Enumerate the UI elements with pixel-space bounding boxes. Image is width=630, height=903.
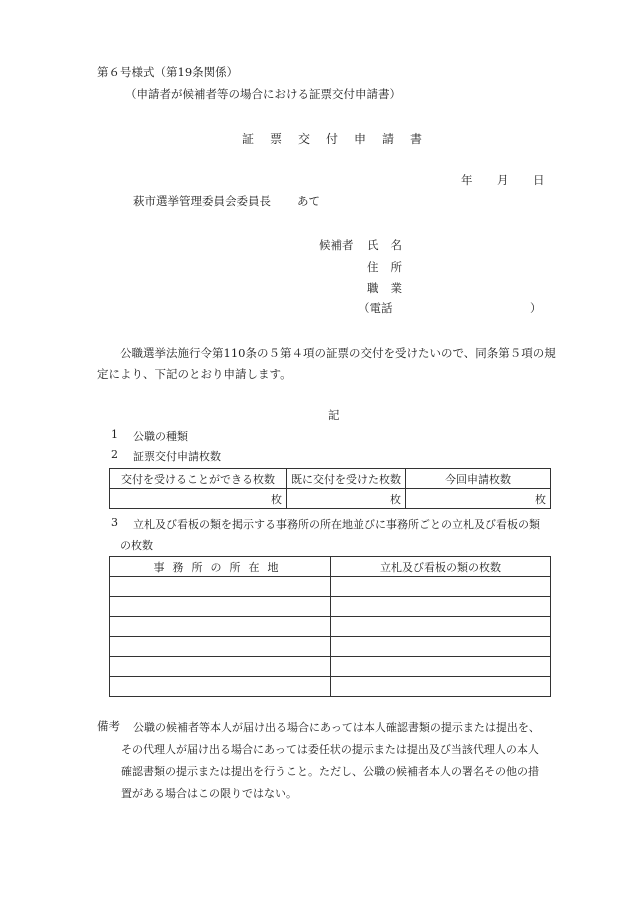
count-table [109, 468, 551, 509]
count-requested-value[interactable] [406, 489, 551, 509]
item-1-text: 公職の種類 [133, 430, 188, 443]
remarks-line2: その代理人が届け出る場合にあっては委任状の提示または提出及び当該代理人の本人 [121, 743, 539, 756]
count-table-value-row [110, 489, 551, 509]
unit-label: 枚 [271, 492, 282, 506]
item-2-text: 証票交付申請枚数 [133, 450, 221, 463]
office-table-row [110, 637, 551, 657]
office-location-cell[interactable] [110, 637, 331, 657]
remarks-line1: 公職の候補者等本人が届け出る場合にあっては本人確認書類の提示または提出を、 [133, 721, 540, 734]
item-3-text-line2: の枚数 [120, 539, 153, 552]
addressee-suffix: あて [297, 194, 320, 208]
body-text-line1: 公職選挙法施行令第110条の５第４項の証票の交付を受けたいので、同条第５項の規 [120, 346, 556, 360]
office-table-row [110, 677, 551, 697]
item-3-text-line1: 立札及び看板の類を掲示する事務所の所在地並びに事務所ごとの立札及び看板の類 [133, 518, 540, 531]
office-location-cell[interactable] [110, 657, 331, 677]
office-count-cell[interactable] [331, 617, 551, 637]
office-header-location: 事務所の所在地 [110, 557, 331, 577]
office-table-header-row [110, 557, 551, 577]
applicant-name-label: 氏名 [367, 238, 414, 252]
count-eligible-value[interactable] [110, 489, 287, 509]
count-header-requested: 今回申請枚数 [406, 469, 551, 489]
office-location-cell[interactable] [110, 577, 331, 597]
applicant-label: 候補者 [319, 238, 354, 252]
applicant-address-label: 住所 [367, 260, 414, 274]
remarks-label: 備考 [97, 719, 120, 733]
page-title: 証票交付申請書 [242, 132, 439, 146]
item-2-number: 2 [111, 448, 118, 461]
ki-heading: 記 [328, 408, 340, 422]
count-header-received: 既に交付を受けた枚数 [287, 469, 406, 489]
date-year-label: 年 [461, 173, 473, 187]
unit-label: 枚 [390, 492, 401, 506]
remarks-line3: 確認書類の提示または提出を行うこと。ただし、公職の候補者本人の署名その他の措 [121, 765, 539, 778]
office-count-cell[interactable] [331, 577, 551, 597]
remarks-line4: 置がある場合はこの限りではない。 [121, 787, 297, 800]
office-count-cell[interactable] [331, 637, 551, 657]
addressee-name: 萩市選挙管理委員会委員長 [133, 194, 271, 208]
office-table-row [110, 577, 551, 597]
form-subtitle: （申請者が候補者等の場合における証票交付申請書） [125, 87, 401, 101]
office-table [109, 556, 551, 697]
office-table-row [110, 617, 551, 637]
date-month-label: 月 [497, 173, 509, 187]
body-text-line2: 定により、下記のとおり申請します。 [97, 367, 292, 381]
office-count-cell[interactable] [331, 657, 551, 677]
office-count-cell[interactable] [331, 597, 551, 617]
office-count-cell[interactable] [331, 677, 551, 697]
office-header-sign-count: 立札及び看板の類の枚数 [331, 557, 551, 577]
count-table-header-row [110, 469, 551, 489]
applicant-phone-close: ） [530, 301, 542, 315]
form-number: 第６号様式（第19条関係） [97, 65, 239, 79]
office-table-row [110, 597, 551, 617]
unit-label: 枚 [535, 492, 546, 506]
office-table-row [110, 657, 551, 677]
office-location-cell[interactable] [110, 597, 331, 617]
office-location-cell[interactable] [110, 617, 331, 637]
applicant-phone-open: （電話 [358, 301, 393, 315]
count-received-value[interactable] [287, 489, 406, 509]
item-1-number: 1 [111, 428, 118, 441]
date-day-label: 日 [533, 173, 545, 187]
item-3-number: 3 [111, 516, 118, 529]
applicant-occupation-label: 職業 [367, 281, 414, 295]
office-location-cell[interactable] [110, 677, 331, 697]
count-header-eligible: 交付を受けることができる枚数 [110, 469, 287, 489]
